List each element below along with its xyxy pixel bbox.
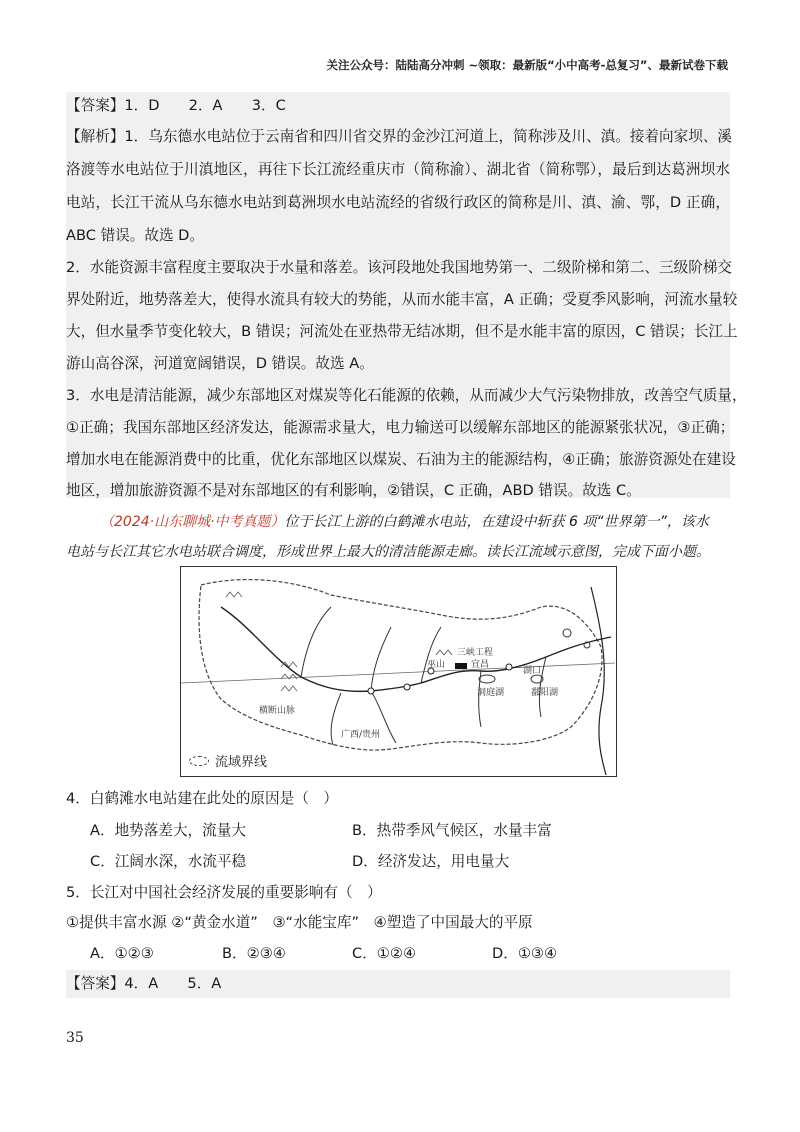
analysis-line: 电站，长江干流从乌东德水电站到葛洲坝水电站流经的省级行政区的简称是川、滇、渝、鄂，D 正确， bbox=[66, 194, 730, 211]
label-guizhou: 广西/贵州 bbox=[341, 730, 381, 740]
source-tag: （2024·山东聊城·中考真题） bbox=[100, 514, 285, 530]
station-dot bbox=[404, 684, 410, 690]
tributary bbox=[421, 627, 441, 683]
q5-option-c[interactable]: C．①②④ bbox=[352, 945, 417, 962]
lake-symbol bbox=[563, 629, 571, 637]
label-poyang: 鄱阳湖 bbox=[531, 688, 559, 698]
label-hengduan: 横断山脉 bbox=[259, 706, 296, 716]
basin-boundary bbox=[199, 580, 602, 751]
q4-option-a[interactable]: A．地势落差大，流量大 bbox=[90, 822, 246, 839]
q4-stem: 4．白鹤滩水电站建在此处的原因是（ ） bbox=[66, 790, 338, 807]
q5-option-b[interactable]: B．②③④ bbox=[222, 945, 286, 962]
label-wushan: 巫山 bbox=[427, 660, 446, 670]
label-yichang: 宜昌 bbox=[471, 660, 490, 670]
boundary-legend-icon bbox=[189, 756, 209, 766]
answer-line-1: 【答案】1．D 2．A 3．C bbox=[66, 97, 286, 114]
three-gorges-dam-marker bbox=[455, 663, 467, 669]
question-intro bbox=[100, 512, 730, 532]
page-header: 关注公众号：陆陆高分冲刺 ~领取：最新版“小中高考-总复习”、最新试卷下载 bbox=[326, 58, 728, 72]
analysis-line: 地区，增加旅游资源不是对东部地区的有利影响，②错误，C 正确，ABD 错误。故选 C。 bbox=[66, 482, 641, 499]
q5-items: ①提供丰富水源 ②“黄金水道” ③“水能宝库” ④塑造了中国最大的平原 bbox=[66, 914, 533, 931]
map-drawing bbox=[181, 567, 615, 775]
analysis-line: ①正确；我国东部地区经济发达，能源需求量大，电力输送可以缓解东部地区的能源紧张状况，③正确； bbox=[66, 419, 735, 436]
q4-option-b[interactable]: B．热带季风气候区，水量丰富 bbox=[352, 822, 552, 839]
analysis-line: 2．水能资源丰富程度主要取决于水量和落差。该河段地处我国地势第一、二级阶梯和第二、三级阶梯交 bbox=[66, 259, 733, 276]
q4-option-d[interactable]: D．经济发达，用电量大 bbox=[352, 853, 510, 870]
tributary bbox=[371, 627, 391, 691]
q5-option-d[interactable]: D．①③④ bbox=[492, 945, 558, 962]
q5-option-a[interactable]: A．①②③ bbox=[90, 945, 154, 962]
label-dongting: 洞庭湖 bbox=[477, 688, 505, 698]
legend-label: 流域界线 bbox=[215, 755, 268, 770]
map-legend bbox=[189, 751, 267, 770]
analysis-line: 界处附近，地势落差大，使得水流具有较大的势能，从而水能丰富，A 正确；受夏季风影响，河流水量较 bbox=[66, 291, 738, 308]
tributary bbox=[331, 693, 341, 745]
analysis-line: 游山高谷深，河道宽阔错误，D 错误。故选 A。 bbox=[66, 355, 374, 372]
analysis-line: 洛渡等水电站位于川滇地区，再往下长江流经重庆市（简称渝）、湖北省（简称鄂），最后到达葛洲坝水 bbox=[66, 161, 730, 178]
answer-line-2: 【答案】4．A 5．A bbox=[66, 975, 222, 992]
label-hekou: 湖口 bbox=[523, 666, 542, 676]
station-dot bbox=[506, 664, 512, 670]
q5-stem: 5．长江对中国社会经济发展的重要影响有（ ） bbox=[66, 884, 382, 901]
analysis-line: 【解析】1．乌东德水电站位于云南省和四川省交界的金沙江河道上，简称涉及川、滇。接着向家坝、溪 bbox=[66, 128, 733, 145]
intro-text: 位于长江上游的白鹤滩水电站，在建设中斩获 6 项“世界第一”，该水 bbox=[284, 514, 709, 530]
q4-option-c[interactable]: C．江阔水深，水流平稳 bbox=[90, 853, 247, 870]
analysis-line: ABC 错误。故选 D。 bbox=[66, 227, 205, 244]
yangtze-basin-map bbox=[180, 566, 617, 777]
analysis-line: 增加水电在能源消费中的比重，优化东部地区以煤炭、石油为主的能源结构，④正确；旅游资源处在建设 bbox=[66, 451, 736, 468]
lake-dongting bbox=[479, 675, 495, 683]
latitude-line bbox=[181, 663, 615, 683]
analysis-line: 大，但水量季节变化较大，B 错误；河流处在亚热带无结冰期，但不是水能丰富的原因，C 错误；长江上 bbox=[66, 323, 738, 340]
page-number: 35 bbox=[66, 1030, 84, 1046]
tributary bbox=[301, 607, 331, 677]
question-intro-2: 电站与长江其它水电站联合调度，形成世界上最大的清洁能源走廊。读长江流域示意图，完成下面小题。 bbox=[66, 544, 710, 560]
analysis-line: 3．水电是清洁能源，减少东部地区对煤炭等化石能源的依赖，从而减少大气污染物排放，改善空气质量， bbox=[66, 387, 747, 404]
label-three-gorges: 三峡工程 bbox=[457, 648, 494, 658]
station-dot bbox=[368, 688, 374, 694]
